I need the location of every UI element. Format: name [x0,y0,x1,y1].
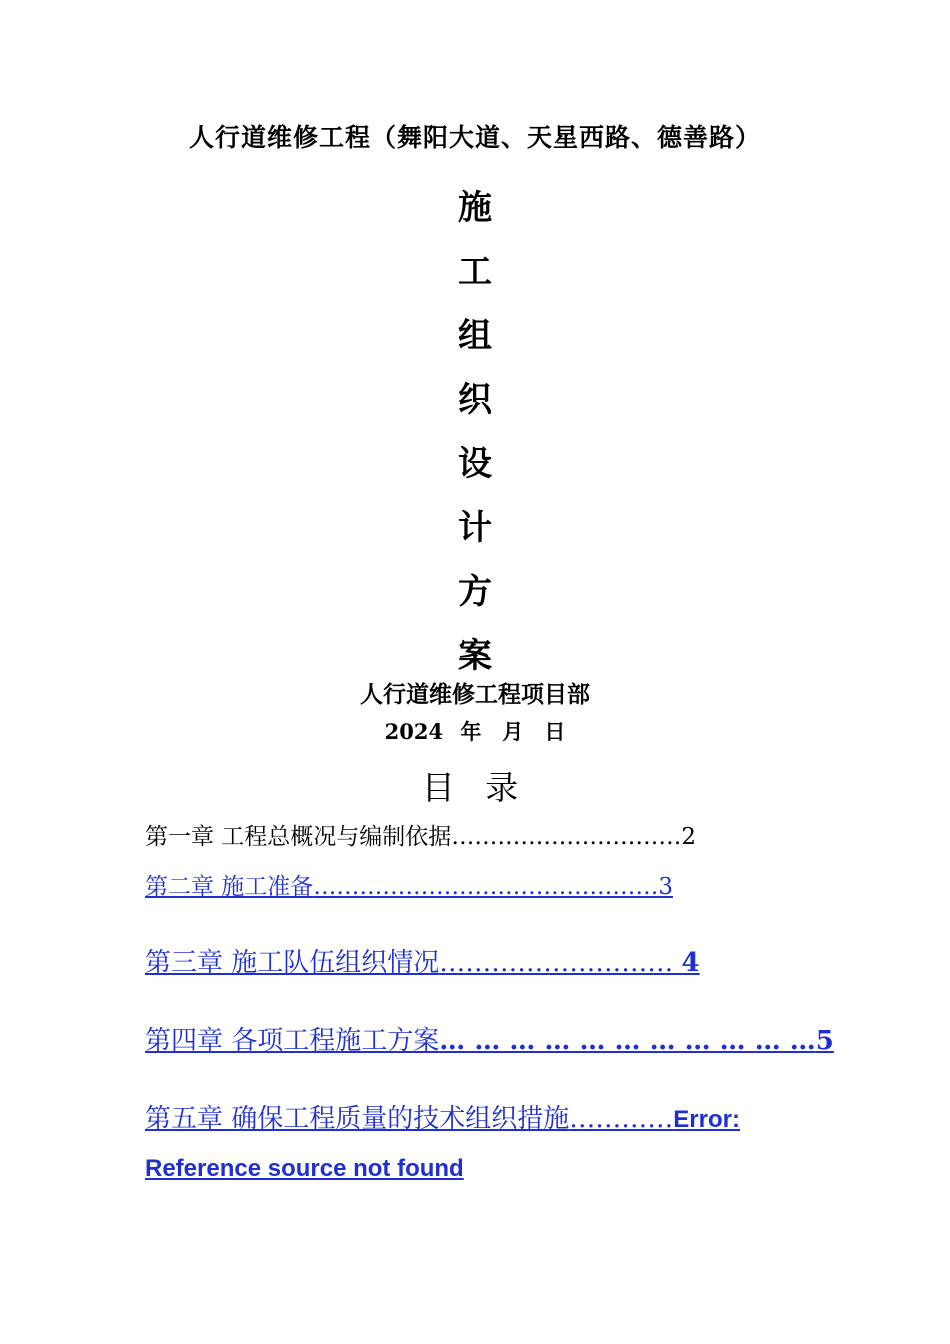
title-char: 织 [458,380,492,420]
document-title-vertical [425,180,525,692]
toc-leader: ……………………………………… [313,874,659,900]
title-char: 计 [458,508,492,548]
document-date: 2024 年 月 日 [384,719,566,744]
title-char: 施 [458,188,492,228]
toc-page-number: 5 [815,1026,834,1056]
toc-leader: ………… [569,1104,674,1134]
toc-leader: ……………………… [439,948,682,978]
toc-entry-label: 第一章 工程总概况与编制依据 [145,824,452,850]
toc-page-number: 2 [681,824,696,850]
title-char: 设 [458,444,492,484]
toc-entry-label: 第三章 施工队伍组织情况 [145,948,440,978]
project-title: 人行道维修工程（舞阳大道、天星西路、德善路） [188,123,761,152]
toc-title: 目 录 [421,768,529,807]
toc-link-chapter-2[interactable] [145,868,673,901]
title-char: 案 [458,636,492,676]
title-char: 组 [458,316,492,356]
toc-entry-chapter-1[interactable] [145,818,696,851]
toc-link-chapter-4[interactable] [145,1020,834,1057]
toc-page-reference-error: Error: Reference source not found [145,1106,740,1182]
toc-link-chapter-3[interactable] [145,942,700,979]
toc-link-chapter-5[interactable] [145,1095,825,1193]
toc-page-number: 4 [681,948,700,978]
toc-page-number: 3 [658,874,673,900]
department-name: 人行道维修工程项目部 [360,681,590,708]
toc-leader: … … … … … … … … … … … [439,1026,816,1056]
toc-entry-label: 第五章 确保工程质量的技术组织措施 [145,1104,570,1134]
title-char: 工 [458,252,492,292]
toc-leader: ………………………… [451,824,682,850]
toc-entry-label: 第二章 施工准备 [145,874,314,900]
toc-entry-label: 第四章 各项工程施工方案 [145,1026,440,1056]
title-char: 方 [458,572,492,612]
